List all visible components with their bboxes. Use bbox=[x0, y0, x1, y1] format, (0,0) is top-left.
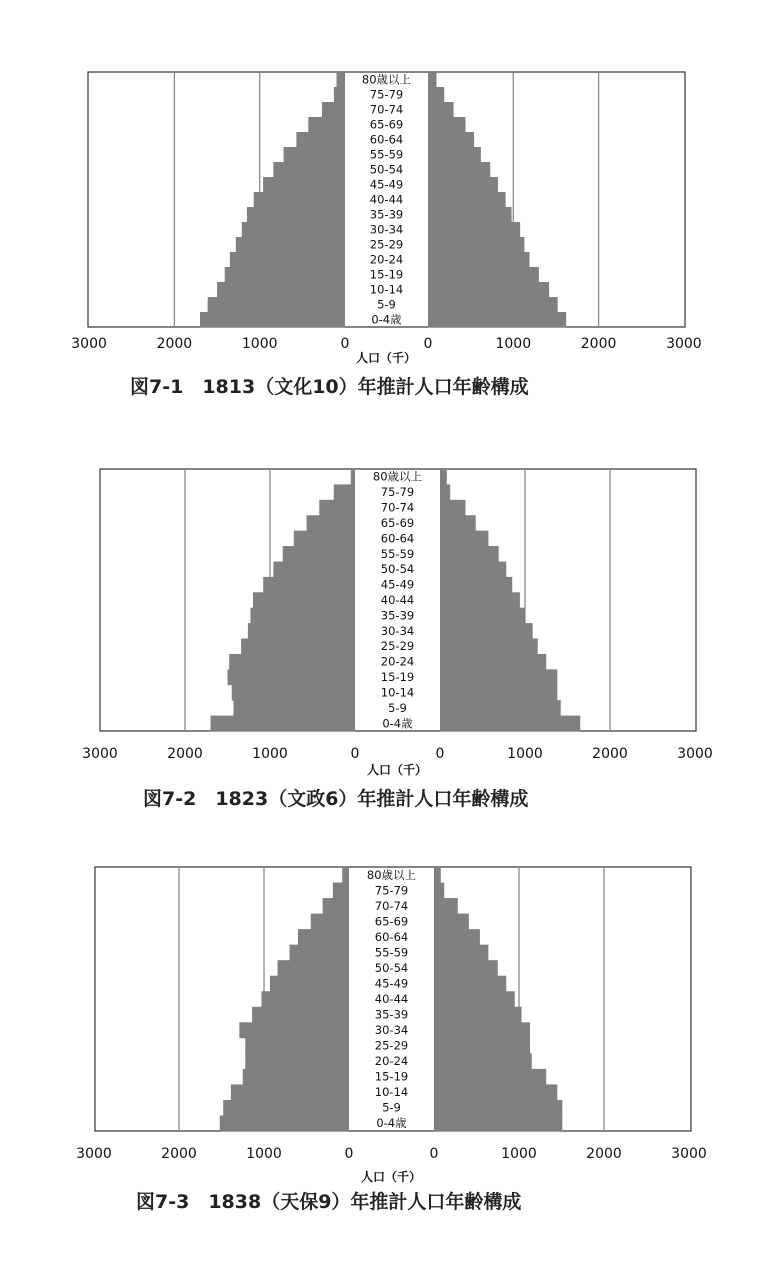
age-group-label: 60-64 bbox=[380, 531, 415, 546]
bar-right bbox=[434, 1007, 522, 1023]
x-tick-label: 0 bbox=[344, 1146, 354, 1162]
age-group-label: 50-54 bbox=[369, 162, 404, 177]
age-group-label: 60-64 bbox=[369, 132, 404, 147]
bar-right bbox=[434, 960, 498, 976]
age-group-label: 50-54 bbox=[380, 562, 415, 577]
x-tick-label: 1000 bbox=[246, 1146, 282, 1162]
age-group-label: 45-49 bbox=[374, 976, 409, 991]
bar-right bbox=[434, 1038, 530, 1054]
bar-left bbox=[245, 1038, 349, 1054]
x-tick-label: 3000 bbox=[666, 336, 702, 352]
bar-left bbox=[245, 1053, 349, 1069]
age-group-label: 75-79 bbox=[369, 87, 404, 102]
age-group-label: 40-44 bbox=[380, 593, 415, 607]
bar-right bbox=[434, 976, 506, 992]
age-group-label: 0-4歳 bbox=[376, 1116, 407, 1131]
age-group-label: 70-74 bbox=[369, 102, 404, 117]
age-group-label: 80歳以上 bbox=[372, 469, 423, 484]
age-group-label: 50-54 bbox=[374, 960, 409, 975]
age-group-label: 0-4歳 bbox=[382, 716, 413, 731]
x-tick-label: 1000 bbox=[507, 746, 543, 762]
bar-right bbox=[434, 914, 469, 930]
age-group-label: 35-39 bbox=[380, 608, 415, 623]
x-tick-label: 2000 bbox=[586, 1146, 622, 1162]
x-tick-label: 0 bbox=[435, 746, 445, 762]
x-tick-label: 0 bbox=[350, 746, 360, 762]
bar-left bbox=[290, 945, 350, 961]
age-group-label: 55-59 bbox=[374, 945, 409, 960]
bar-right bbox=[434, 883, 444, 899]
x-axis-label: 人口（千） bbox=[360, 1170, 422, 1184]
age-group-label: 0-4歳 bbox=[371, 312, 402, 327]
age-group-label: 60-64 bbox=[374, 929, 409, 944]
x-tick-label: 1000 bbox=[241, 336, 278, 352]
bar-left bbox=[239, 1022, 349, 1038]
x-tick-label: 3000 bbox=[82, 746, 118, 762]
age-group-label: 15-19 bbox=[374, 1069, 409, 1084]
age-group-label: 55-59 bbox=[380, 546, 415, 561]
bar-left bbox=[231, 1084, 349, 1100]
age-group-label: 40-44 bbox=[374, 992, 409, 1006]
bar-right bbox=[434, 1115, 562, 1131]
age-group-label: 70-74 bbox=[380, 500, 415, 515]
bar-right bbox=[434, 1100, 562, 1116]
x-tick-label: 3000 bbox=[71, 336, 107, 352]
age-group-label: 45-49 bbox=[380, 577, 415, 592]
age-group-label: 10-14 bbox=[374, 1085, 409, 1100]
bar-right bbox=[434, 1084, 557, 1100]
age-group-label: 25-29 bbox=[374, 1038, 409, 1053]
age-group-label: 80歳以上 bbox=[366, 867, 417, 882]
figure-caption: 図7-3 1838（天保9）年推計人口年齢構成 bbox=[136, 1191, 522, 1213]
bar-left bbox=[270, 976, 349, 992]
bar-right bbox=[434, 867, 441, 883]
age-group-label: 5-9 bbox=[382, 1100, 401, 1115]
age-group-label: 70-74 bbox=[374, 898, 409, 913]
age-group-label: 5-9 bbox=[377, 297, 396, 312]
bar-right bbox=[434, 991, 515, 1007]
figure-caption: 図7-1 1813（文化10）年推計人口年齢構成 bbox=[130, 376, 529, 398]
bar-right bbox=[434, 1069, 546, 1085]
age-group-label: 20-24 bbox=[380, 654, 415, 669]
x-tick-label: 1000 bbox=[501, 1146, 537, 1162]
x-axis-label: 人口（千） bbox=[366, 763, 428, 777]
age-group-label: 65-69 bbox=[380, 515, 415, 530]
age-group-label: 20-24 bbox=[369, 252, 404, 267]
bar-left bbox=[252, 1007, 349, 1023]
age-group-label: 45-49 bbox=[369, 177, 404, 192]
age-group-label: 65-69 bbox=[369, 117, 404, 132]
bar-left bbox=[323, 898, 349, 914]
age-group-label: 15-19 bbox=[380, 670, 415, 685]
x-tick-label: 2000 bbox=[161, 1146, 197, 1162]
x-tick-label: 2000 bbox=[580, 336, 617, 352]
age-group-label: 10-14 bbox=[380, 685, 415, 700]
age-group-label: 20-24 bbox=[374, 1054, 409, 1069]
bar-left bbox=[278, 960, 349, 976]
figure-caption: 図7-2 1823（文政6）年推計人口年齢構成 bbox=[143, 788, 529, 810]
age-group-label: 75-79 bbox=[380, 485, 415, 500]
x-tick-label: 3000 bbox=[671, 1146, 707, 1162]
age-group-label: 35-39 bbox=[374, 1007, 409, 1022]
age-group-label: 80歳以上 bbox=[361, 72, 412, 87]
bar-right bbox=[434, 945, 488, 961]
age-group-label: 30-34 bbox=[380, 623, 415, 638]
age-group-label: 75-79 bbox=[374, 883, 409, 898]
bar-left bbox=[261, 991, 349, 1007]
x-tick-label: 1000 bbox=[252, 746, 288, 762]
bar-left bbox=[223, 1100, 349, 1116]
bar-left bbox=[298, 929, 349, 945]
bar-left bbox=[342, 867, 349, 883]
age-group-label: 65-69 bbox=[374, 914, 409, 929]
bar-right bbox=[434, 929, 480, 945]
bar-left bbox=[311, 914, 349, 930]
bar-right bbox=[434, 1022, 530, 1038]
x-tick-label: 2000 bbox=[167, 746, 203, 762]
age-group-label: 30-34 bbox=[374, 1023, 409, 1038]
x-tick-label: 0 bbox=[340, 336, 350, 352]
age-group-label: 40-44 bbox=[369, 192, 404, 207]
age-group-label: 15-19 bbox=[369, 267, 404, 282]
x-tick-label: 2000 bbox=[156, 336, 193, 352]
bar-right bbox=[434, 898, 458, 914]
age-group-label: 25-29 bbox=[380, 639, 415, 654]
age-group-label: 5-9 bbox=[388, 700, 407, 715]
x-axis-label: 人口（千） bbox=[355, 351, 417, 365]
age-group-label: 30-34 bbox=[369, 222, 404, 237]
age-group-label: 25-29 bbox=[369, 237, 404, 252]
age-group-label: 55-59 bbox=[369, 147, 404, 162]
x-tick-label: 2000 bbox=[592, 746, 628, 762]
age-group-label: 10-14 bbox=[369, 282, 404, 297]
bar-left bbox=[220, 1115, 349, 1131]
bar-left bbox=[333, 883, 349, 899]
x-tick-label: 3000 bbox=[677, 746, 713, 762]
bar-left bbox=[243, 1069, 349, 1085]
x-tick-label: 0 bbox=[423, 336, 433, 352]
age-group-label: 35-39 bbox=[369, 207, 404, 222]
bar-right bbox=[434, 1053, 532, 1069]
x-tick-label: 3000 bbox=[76, 1146, 112, 1162]
x-tick-label: 1000 bbox=[495, 336, 532, 352]
x-tick-label: 0 bbox=[429, 1146, 439, 1162]
